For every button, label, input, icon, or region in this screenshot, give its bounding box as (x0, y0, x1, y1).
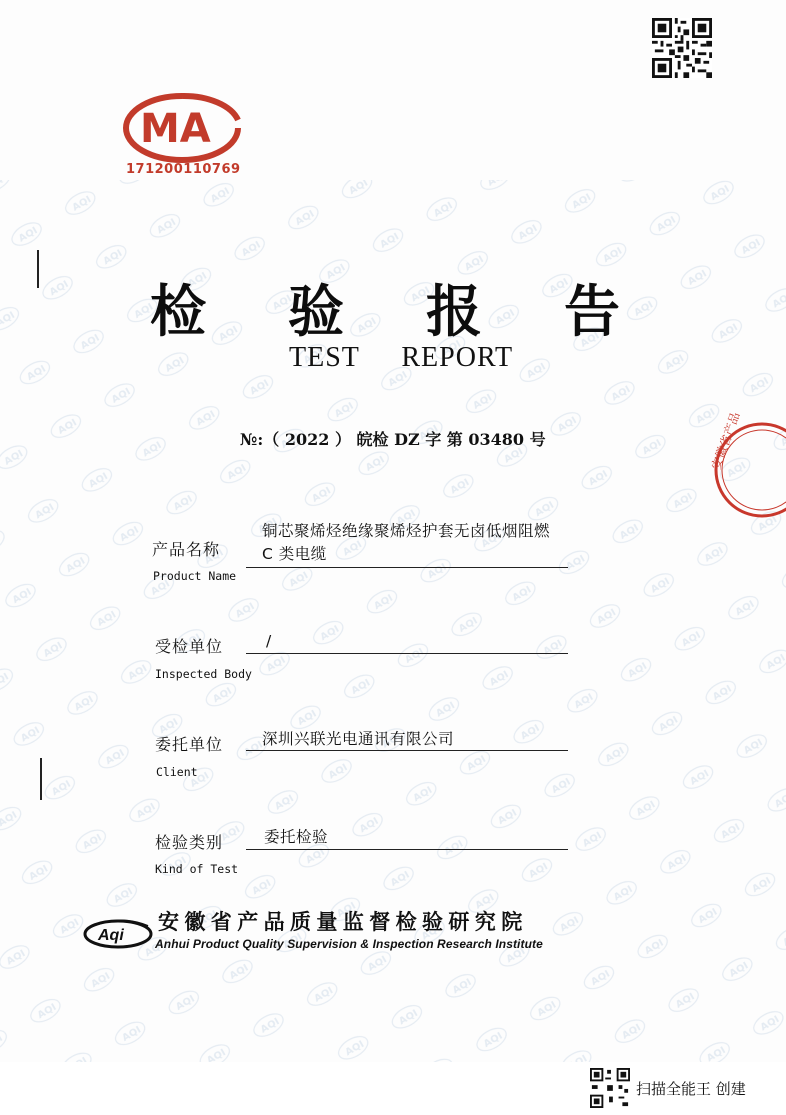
cma-certification-logo (120, 90, 245, 165)
inspected-body-value: / (266, 632, 272, 650)
scan-edge-mark (37, 250, 39, 288)
product-name-label: 产品名称 (152, 540, 221, 559)
field-underline (246, 567, 568, 568)
report-title-english: TEST REPORT (289, 342, 514, 373)
product-name-value-line1: 铜芯聚烯烃绝缘聚烯烃护套无卤低烟阻燃 (262, 522, 551, 540)
title-char: 告 (564, 280, 620, 345)
aqi-institute-logo (82, 912, 154, 952)
scanner-footer-text: 扫描全能王 创建 (636, 1080, 746, 1098)
kind-of-test-label-en: Kind of Test (155, 862, 239, 876)
report-title-chinese (150, 268, 620, 348)
institute-name-english: Anhui Product Quality Supervision & Inspection Research Institute (155, 937, 543, 951)
field-underline (246, 653, 568, 654)
cma-certificate-number: 171200110769 (126, 162, 241, 177)
scan-edge-mark (40, 758, 42, 800)
red-seal-stamp (700, 410, 786, 520)
institute-name-chinese: 安徽省产品质量监督检验研究院 (158, 910, 528, 934)
field-underline (246, 750, 568, 751)
client-label-en: Client (156, 765, 198, 779)
product-name-label-en: Product Name (153, 569, 237, 583)
svg-text:安徽省产品: 安徽省产品 (708, 410, 743, 472)
client-value: 深圳兴联光电通讯有限公司 (262, 730, 455, 748)
title-char: 验 (288, 280, 344, 345)
qr-code-icon (590, 1068, 630, 1108)
report-number: №:（ 2022 ） 皖检 DZ 字 第 03480 号 (240, 430, 546, 449)
inspected-body-label: 受检单位 (155, 637, 224, 656)
field-underline (246, 849, 568, 850)
qr-code-icon (652, 18, 712, 78)
product-name-value-line2: C 类电缆 (262, 545, 327, 563)
inspected-body-label-en: Inspected Body (155, 667, 252, 681)
kind-of-test-value: 委托检验 (264, 828, 329, 846)
client-label: 委托单位 (155, 735, 224, 754)
title-char: 报 (426, 280, 482, 345)
kind-of-test-label: 检验类别 (155, 833, 224, 852)
aqi-logo-text: Aqi (98, 927, 124, 944)
title-char: 检 (150, 280, 206, 345)
cma-mark-text: MA (140, 106, 211, 152)
